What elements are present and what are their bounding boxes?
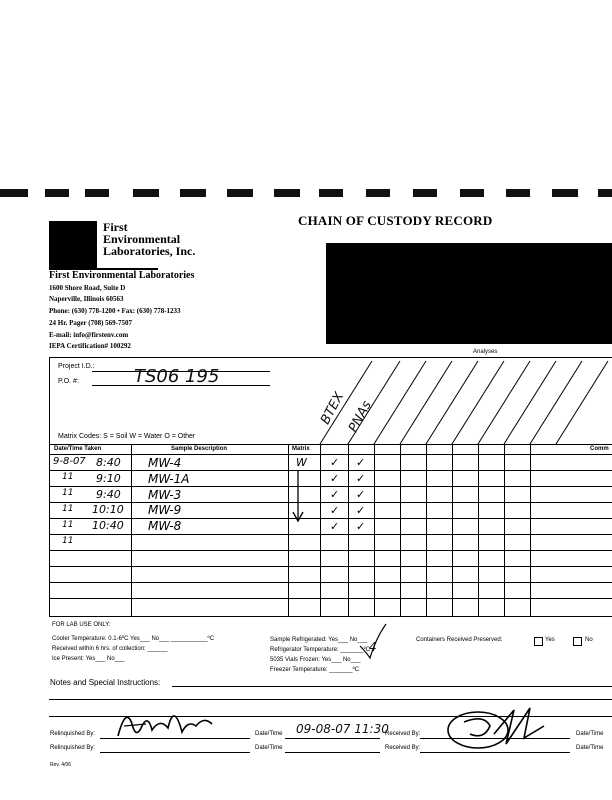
company-email: E-mail: info@firstenv.com — [49, 331, 129, 339]
date-line — [285, 738, 380, 739]
diag-line — [530, 361, 582, 444]
col-matrix: Matrix — [292, 446, 310, 452]
notes-line — [172, 686, 612, 687]
row-line — [49, 582, 612, 583]
company-name: First Environmental Laboratories — [49, 270, 195, 281]
row-line — [49, 598, 612, 599]
refrigerator-temp: Refrigerator Temperature: _______ºC — [270, 647, 371, 653]
matrix-codes: Matrix Codes: S = Soil W = Water O = Other — [58, 433, 196, 440]
preserved-no-checkbox[interactable] — [573, 637, 582, 646]
logo-text: First Environmental Laboratories, Inc. — [103, 220, 196, 258]
notes-label: Notes and Special Instructions: — [50, 678, 161, 687]
header-top-line — [49, 444, 612, 445]
preserved-label: Containers Received Preserved: — [416, 637, 503, 643]
row-line — [49, 470, 612, 471]
freezer-temp: Freezer Temperature: _______ºC — [270, 667, 360, 673]
company-iepa: IEPA Certification# 100292 — [49, 342, 131, 350]
preserved-yes-checkbox[interactable] — [534, 637, 543, 646]
date-time-label-2: Date/Time — [576, 731, 604, 737]
preserved-yes-label: Yes — [545, 637, 555, 643]
project-id-label: Project I.D.: — [58, 363, 95, 370]
analysis-pnas: PNAs — [346, 398, 375, 436]
preserved-no-label: No — [585, 637, 593, 643]
date-line — [285, 752, 380, 753]
received-label-1: Received By: — [385, 731, 421, 737]
company-phone: Phone: (630) 778-1200 • Fax: (630) 778-1233 — [49, 307, 181, 315]
date-time-label-1: Date/Time — [255, 731, 283, 737]
row-line — [49, 502, 612, 503]
date-time-label-3: Date/Time — [255, 745, 283, 751]
received-label-2: Received By: — [385, 745, 421, 751]
row-line — [49, 518, 612, 519]
diag-line — [478, 361, 530, 444]
diag-line — [504, 361, 556, 444]
row-line — [49, 550, 612, 551]
page-title: CHAIN OF CUSTODY RECORD — [298, 213, 493, 228]
date-time-value: 09-08-07 11:30 — [296, 722, 389, 736]
ditto-arrow — [290, 466, 310, 526]
company-pager: 24 Hr. Pager (708) 569-7507 — [49, 319, 133, 327]
handwritten-check — [358, 622, 388, 662]
diag-line — [374, 361, 426, 444]
diag-line — [556, 361, 608, 444]
analyses-label: Analyses — [473, 349, 498, 355]
col-description: Sample Description — [171, 446, 228, 452]
col-comments: Comm — [590, 446, 609, 452]
date-time-label-4: Date/Time — [576, 745, 604, 751]
handwritten-temp: 4 — [369, 640, 377, 654]
analysis-btex: BTEX — [318, 389, 348, 428]
col-date-time: Date/Time Taken — [54, 446, 102, 452]
company-address2: Naperville, Illinois 60563 — [49, 295, 124, 303]
diag-line — [426, 361, 478, 444]
relinquished-label-1: Relinquished By: — [50, 731, 96, 737]
relinquished-label-2: Relinquished By: — [50, 745, 96, 751]
company-address1: 1600 Shore Road, Suite D — [49, 284, 126, 292]
vials-frozen: 5035 Vials Frozen: Yes___ No___ — [270, 657, 361, 663]
row-line — [49, 566, 612, 567]
receiver-signature — [444, 704, 554, 754]
revision: Rev. 4/06 — [50, 762, 72, 768]
sample-refrigerated: Sample Refrigerated: Yes___ No___ — [270, 637, 368, 643]
received-within: Received within 6 hrs. of collection: ______ — [52, 646, 168, 652]
lab-use-heading: FOR LAB USE ONLY: — [52, 622, 111, 628]
diag-line — [400, 361, 452, 444]
row-line — [49, 534, 612, 535]
diag-line — [452, 361, 504, 444]
po-label: P.O. #: — [58, 378, 79, 385]
cooler-temp: Cooler Temperature: 0.1-6ºC Yes___ No___ ___________ºC — [52, 636, 215, 642]
signature-line — [100, 752, 250, 753]
po-value: TS06 195 — [134, 366, 220, 387]
row-line — [49, 486, 612, 487]
relinquisher-signature — [112, 696, 222, 746]
header-bottom-line — [49, 454, 612, 455]
ice-present: Ice Present: Yes___ No___ — [52, 656, 125, 662]
